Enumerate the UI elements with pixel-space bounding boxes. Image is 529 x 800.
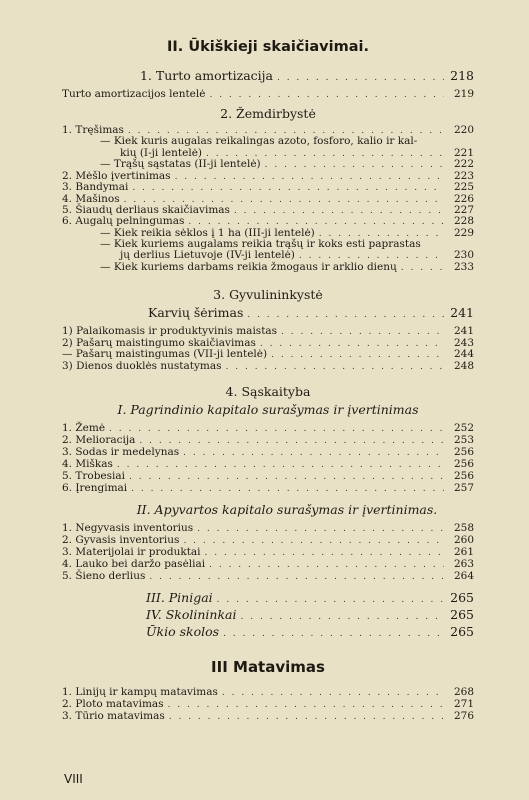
heading-gyvulininkyste: 3. Gyvulininkystė xyxy=(213,287,323,302)
toc-entry: — Kiek reikia sėklos į 1 ha (III-ji lentelė) . . . 229 xyxy=(100,227,474,240)
toc-entry: 2. Gyvasis inventorius . . . 260 xyxy=(62,534,474,547)
toc-entry: 2. Mėšlo įvertinimas . . . 223 xyxy=(62,170,474,183)
toc-entry: 1) Palaikomasis ir produktyvinis maistas . . . 241 xyxy=(62,325,474,338)
toc-entry: — Kiek kuriems darbams reikia žmogaus ir arklio dienų . . . 233 xyxy=(100,261,474,274)
toc-entry: 4. Lauko bei daržo pasėliai . . . 263 xyxy=(62,558,474,571)
toc-entry: — Trąšų sąstatas (II-ji lentelė) . . . 222 xyxy=(100,158,474,171)
subheading-apyvartos-kapitalo: II. Apyvartos kapitalo surašymas ir įvertinimas. xyxy=(136,502,438,517)
toc-entry: 6. Augalų pelningumas . . . 228 xyxy=(62,215,474,228)
toc-entry: 1. Negyvasis inventorius . . . 258 xyxy=(62,522,474,535)
toc-entry: 2. Ploto matavimas . . . 271 xyxy=(62,698,474,711)
toc-entry: 2) Pašarų maistingumo skaičiavimas . . . 243 xyxy=(62,337,474,350)
toc-entry: 4. Mašinos . . . 226 xyxy=(62,193,474,206)
section-title-matavimas: III Matavimas xyxy=(211,658,325,676)
toc-entry-wrapped: — Kiek kuriems augalams reikia trąšų ir koks esti paprastas xyxy=(100,238,421,250)
toc-entry: 3. Bandymai . . . 225 xyxy=(62,181,474,194)
toc-entry-skolininkai: IV. Skolininkai . . . 265 xyxy=(146,607,474,625)
toc-entry: 5. Šiaudų derliaus skaičiavimas . . . 227 xyxy=(62,204,474,217)
toc-entry: 1. Tręšimas . . . 220 xyxy=(62,124,474,137)
toc-entry: — Pašarų maistingumas (VII-ji lentelė) . . . 244 xyxy=(62,348,474,361)
heading-zemdirbyste: 2. Žemdirbystė xyxy=(220,106,316,121)
heading-saskaityba: 4. Sąskaityba xyxy=(225,384,311,399)
toc-entry: 4. Miškas . . . 256 xyxy=(62,458,474,471)
subheading-karviu-serimas: Karvių šėrimas . . . 241 xyxy=(148,305,474,323)
toc-entry: 2. Melioracija . . . 253 xyxy=(62,434,474,447)
toc-entry-ukio-skolos: Ūkio skolos . . . 265 xyxy=(146,624,474,642)
toc-entry: 3. Materijolai ir produktai . . . 261 xyxy=(62,546,474,559)
toc-entry: 6. Įrengimai . . . 257 xyxy=(62,482,474,495)
toc-entry: 5. Trobesiai . . . 256 xyxy=(62,470,474,483)
toc-entry: 3) Dienos duoklės nustatymas . . . 248 xyxy=(62,360,474,373)
toc-entry: 1. Linijų ir kampų matavimas . . . 268 xyxy=(62,686,474,699)
toc-entry: 1. Žemė . . . 252 xyxy=(62,422,474,435)
toc-entry-pinigai: III. Pinigai . . . 265 xyxy=(146,590,474,608)
toc-entry-wrapped: — Kiek kuris augalas reikalingas azoto, fosforo, kalio ir kal- xyxy=(100,135,418,147)
toc-entry: Turto amortizacijos lentelė . . . 219 xyxy=(62,88,474,101)
subheading-pagrindinio-kapitalo: I. Pagrindinio kapitalo surašymas ir įvertinimas xyxy=(117,402,419,417)
toc-entry: 3. Tūrio matavimas . . . 276 xyxy=(62,710,474,723)
toc-entry: 3. Sodas ir medelynas . . . 256 xyxy=(62,446,474,459)
section-title-ukiskieji: II. Ūkiškieji skaičiavimai. xyxy=(167,39,369,55)
heading-amortizacija: 1. Turto amortizacija . . . 218 xyxy=(140,68,474,86)
toc-entry: kių (I-ji lentelė) . . . 221 xyxy=(120,147,474,160)
toc-entry: jų derlius Lietuvoje (IV-ji lentelė) . . . 230 xyxy=(120,249,474,262)
page-number: VIII xyxy=(64,772,83,786)
toc-entry: 5. Šieno derlius . . . 264 xyxy=(62,570,474,583)
